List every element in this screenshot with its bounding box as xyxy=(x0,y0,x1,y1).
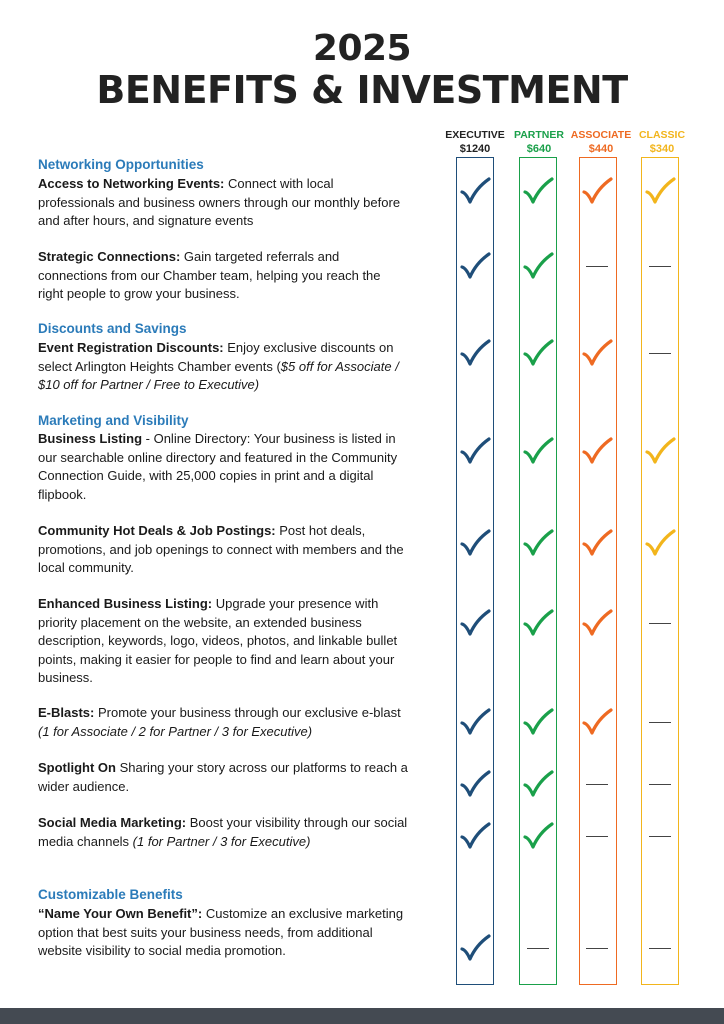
check-icon xyxy=(459,436,491,466)
check-icon xyxy=(522,528,554,558)
benefit-text: Post hot deals, promotions, and job openings to connect with members and the local community. xyxy=(38,523,404,575)
dash-icon xyxy=(586,266,608,267)
check-icon xyxy=(459,608,491,638)
benefit-item xyxy=(38,248,408,304)
check-icon xyxy=(459,251,491,281)
tier-header-classic xyxy=(622,128,702,156)
benefit-item xyxy=(38,339,408,395)
check-icon xyxy=(522,769,554,799)
page-title: BENEFITS & INVESTMENT xyxy=(96,68,628,112)
check-icon xyxy=(644,528,676,558)
benefit-note: (1 for Partner / 3 for Executive) xyxy=(132,833,311,849)
tier-column-executive xyxy=(456,157,494,985)
benefit-item xyxy=(38,522,408,578)
benefit-text: Sharing your story across our platforms to reach a wider audience. xyxy=(38,760,408,794)
benefit-item xyxy=(38,430,408,504)
check-icon xyxy=(581,608,613,638)
benefit-title: Event Registration Discounts: xyxy=(38,340,224,355)
check-icon xyxy=(522,608,554,638)
tier-column-partner xyxy=(519,157,557,985)
dash-icon xyxy=(586,836,608,837)
page-title-year: 2025 xyxy=(312,28,412,69)
check-icon xyxy=(581,436,613,466)
check-icon xyxy=(581,528,613,558)
section-heading-custom: Customizable Benefits xyxy=(38,887,183,902)
benefit-title: Business Listing xyxy=(38,431,143,446)
check-icon xyxy=(522,436,554,466)
check-icon xyxy=(459,933,491,963)
check-icon xyxy=(522,251,554,281)
dash-icon xyxy=(586,948,608,949)
section-heading-discounts: Discounts and Savings xyxy=(38,321,187,336)
check-icon xyxy=(459,528,491,558)
benefit-item xyxy=(38,595,408,688)
benefit-title: Enhanced Business Listing: xyxy=(38,596,213,611)
benefit-note: (1 for Associate / 2 for Partner / 3 for Executive) xyxy=(38,723,313,739)
benefit-text: Upgrade your presence with priority placement on the website, an extended business description, keywords, logo, videos, photos, and linkable bullet points, making it easier for people to find and learn about your business. xyxy=(38,596,398,685)
dash-icon xyxy=(527,948,549,949)
dash-icon xyxy=(649,722,671,723)
benefit-text: Boost your visibility through our social media channels xyxy=(38,815,408,849)
benefit-title: “Name Your Own Benefit”: xyxy=(38,906,203,921)
check-icon xyxy=(459,707,491,737)
benefit-text: Customize an exclusive marketing option that best suits your business needs, from additional website visibility to social media promotion. xyxy=(38,906,404,958)
check-icon xyxy=(459,338,491,368)
benefit-text: Promote your business through our exclusive e-blast xyxy=(94,705,401,720)
dash-icon xyxy=(586,784,608,785)
benefit-item xyxy=(38,905,408,961)
check-icon xyxy=(459,769,491,799)
check-icon xyxy=(459,821,491,851)
check-icon xyxy=(522,707,554,737)
benefit-title: Spotlight On xyxy=(38,760,116,775)
section-heading-networking: Networking Opportunities xyxy=(38,157,204,172)
check-icon xyxy=(522,338,554,368)
section-heading-marketing: Marketing and Visibility xyxy=(38,413,189,428)
check-icon xyxy=(522,821,554,851)
benefit-text: Enjoy exclusive discounts on select Arlington Heights Chamber events ( xyxy=(38,340,394,374)
dash-icon xyxy=(649,623,671,624)
tier-price: $640 xyxy=(526,143,552,155)
check-icon xyxy=(644,176,676,206)
benefit-item xyxy=(38,704,408,741)
benefit-title: E-Blasts: xyxy=(38,705,95,720)
benefit-title: Community Hot Deals & Job Postings: xyxy=(38,523,276,538)
benefit-text: - Online Directory: Your business is listed in our searchable online directory and featured in the Community Connection Guide, with 25,000 copies in print and a digital flipbook. xyxy=(38,431,398,502)
benefit-item xyxy=(38,814,408,851)
benefit-item xyxy=(38,175,408,231)
tier-name: EXECUTIVE xyxy=(445,129,505,141)
benefit-title: Social Media Marketing: xyxy=(38,815,187,830)
dash-icon xyxy=(649,784,671,785)
tier-name: PARTNER xyxy=(514,129,564,141)
benefit-title: Access to Networking Events: xyxy=(38,176,225,191)
benefit-title: Strategic Connections: xyxy=(38,249,181,264)
tier-price: $1240 xyxy=(459,143,491,155)
benefit-text: Connect with local professionals and business owners through our monthly before and after hours, and signature events xyxy=(38,176,401,228)
tier-column-classic xyxy=(641,157,679,985)
check-icon xyxy=(459,176,491,206)
tier-price: $340 xyxy=(649,143,675,155)
tier-name: ASSOCIATE xyxy=(570,129,632,141)
footer-bar xyxy=(0,1008,724,1024)
benefit-text: Gain targeted referrals and connections from our Chamber team, helping you reach the right people to grow your business. xyxy=(38,249,381,301)
tier-column-associate xyxy=(579,157,617,985)
benefit-note: $5 off for Associate / $10 off for Partner / Free to Executive) xyxy=(38,358,399,392)
tier-name: CLASSIC xyxy=(638,129,686,141)
dash-icon xyxy=(649,266,671,267)
check-icon xyxy=(644,436,676,466)
dash-icon xyxy=(649,353,671,354)
dash-icon xyxy=(649,836,671,837)
check-icon xyxy=(581,707,613,737)
benefit-item xyxy=(38,759,408,796)
check-icon xyxy=(581,338,613,368)
check-icon xyxy=(581,176,613,206)
dash-icon xyxy=(649,948,671,949)
check-icon xyxy=(522,176,554,206)
tier-price: $440 xyxy=(588,143,614,155)
